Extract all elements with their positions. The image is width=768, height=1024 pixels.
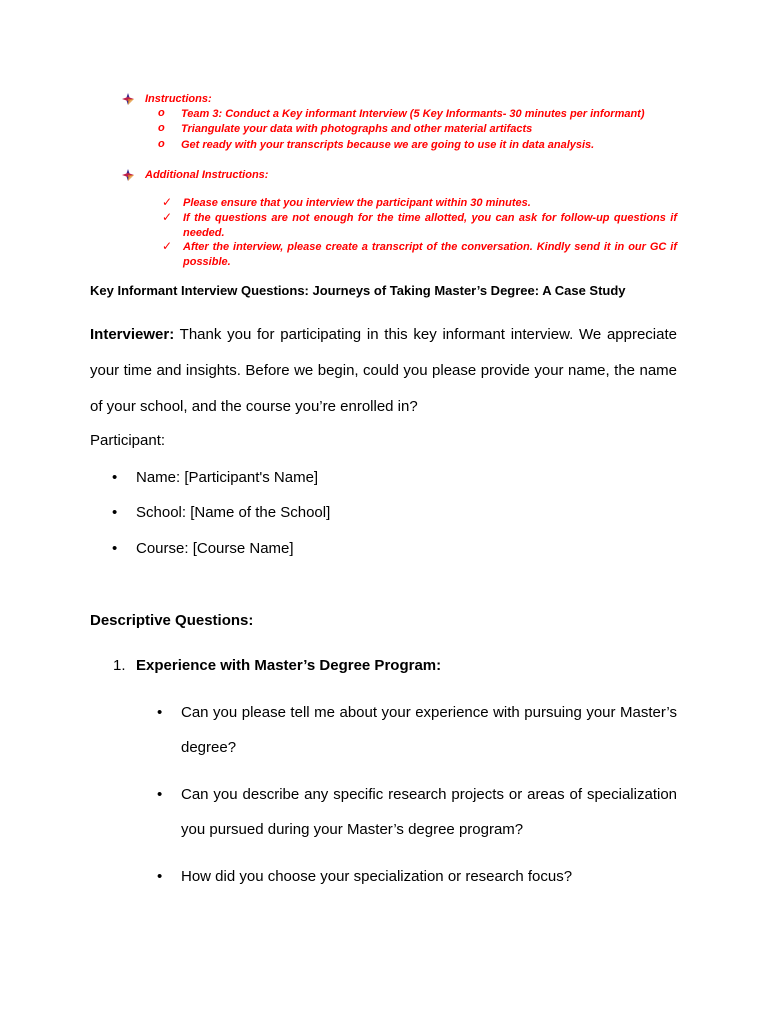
instruction-item: Get ready with your transcripts because we are going to use it in data analysis. [181,139,595,151]
interviewer-text: Thank you for participating in this key informant interview. We appreciate your time and insights. Before we begin, could you please provide your name, the name of your school, and the course you’re enrolled in? [90,326,677,415]
participant-name-field: Name: [Participant's Name] [136,469,319,486]
instruction-item: Triangulate your data with photographs and other material artifacts [181,123,533,135]
bullet-icon: • [157,704,163,721]
question-item: Can you describe any specific research projects or areas of specialization you pursued during your Master’s degree program? [181,786,677,838]
bullet-icon: • [112,469,118,486]
question-item: Can you please tell me about your experience with pursuing your Master’s degree? [181,704,677,756]
bullet-icon: • [157,868,163,885]
interviewer-label: Interviewer: [90,326,175,343]
additional-item: If the questions are not enough for the time allotted, you can ask for follow-up questions if needed. [183,212,677,239]
document-title: Key Informant Interview Questions: Journeys of Taking Master’s Degree: A Case Study [90,283,626,298]
bullet-diamond-icon [122,93,134,105]
bullet-diamond-icon [122,169,134,181]
checkmark-icon: ✓ [162,195,173,209]
instructions-heading: Instructions: [145,93,212,105]
additional-instructions-heading: Additional Instructions: [145,169,269,181]
checkmark-icon: ✓ [162,210,173,224]
participant-label: Participant: [90,432,166,449]
list-marker: o [158,122,165,134]
list-marker: o [158,138,165,150]
list-marker: o [158,107,165,119]
bullet-icon: • [157,786,163,803]
descriptive-questions-heading: Descriptive Questions: [90,612,254,629]
bullet-icon: • [112,540,118,557]
checkmark-icon: ✓ [162,239,173,253]
additional-item: Please ensure that you interview the participant within 30 minutes. [183,197,531,209]
interviewer-paragraph [90,317,677,425]
additional-item: After the interview, please create a transcript of the conversation. Kindly send it in our GC if possible. [183,241,677,268]
question-item: How did you choose your specialization or research focus? [181,868,573,885]
bullet-icon: • [112,504,118,521]
section-number: 1. [113,657,126,674]
section-title: Experience with Master’s Degree Program: [136,657,442,674]
participant-school-field: School: [Name of the School] [136,504,331,521]
instruction-item: Team 3: Conduct a Key informant Interview (5 Key Informants- 30 minutes per informant) [181,108,645,120]
participant-course-field: Course: [Course Name] [136,540,294,557]
